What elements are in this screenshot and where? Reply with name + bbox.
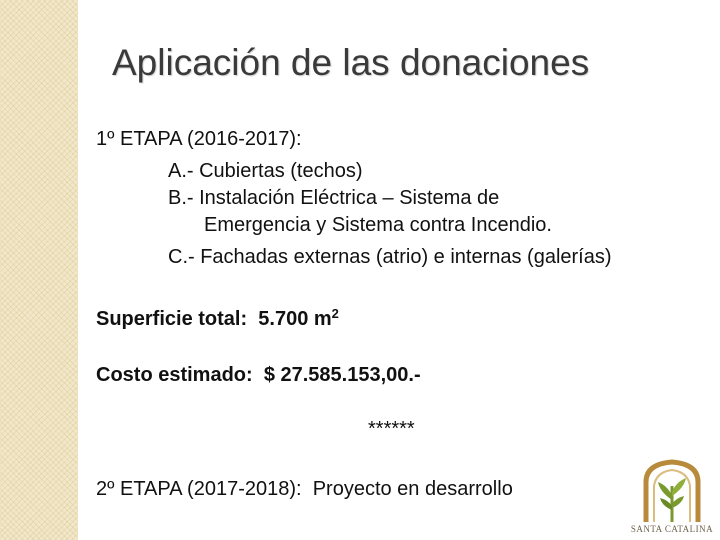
stage1-item-b: B.- Instalación Eléctrica – Sistema de xyxy=(168,187,500,209)
stage1-item-b-continuation: Emergencia y Sistema contra Incendio. xyxy=(204,214,552,236)
surface-value: 5.700 m xyxy=(258,308,332,330)
separator-asterisks: ****** xyxy=(368,418,415,440)
stage1-label: 1º ETAPA (2016-2017): xyxy=(96,128,302,150)
surface-label: Superficie total: xyxy=(96,308,248,330)
slide-title: Aplicación de las donaciones xyxy=(112,42,590,83)
surface-total xyxy=(96,306,339,331)
stage1-item-c: C.- Fachadas externas (atrio) e internas (galerías) xyxy=(168,246,612,268)
estimated-cost xyxy=(96,364,421,387)
stage2-value: Proyecto en desarrollo xyxy=(312,478,513,500)
santa-catalina-logo xyxy=(626,456,718,540)
stage1-heading xyxy=(96,128,302,151)
cost-value: $ 27.585.153,00.- xyxy=(263,364,421,386)
stage1-item-a: A.- Cubiertas (techos) xyxy=(168,160,363,182)
stage2-line xyxy=(96,478,513,501)
logo-wordmark: SANTA CATALINA xyxy=(630,524,714,534)
logo-emblem-icon xyxy=(626,456,718,524)
decorative-side-band xyxy=(0,0,78,540)
stage2-label: 2º ETAPA (2017-2018): xyxy=(96,478,302,500)
surface-exponent: 2 xyxy=(331,306,339,321)
cost-label: Costo estimado: xyxy=(96,364,253,386)
